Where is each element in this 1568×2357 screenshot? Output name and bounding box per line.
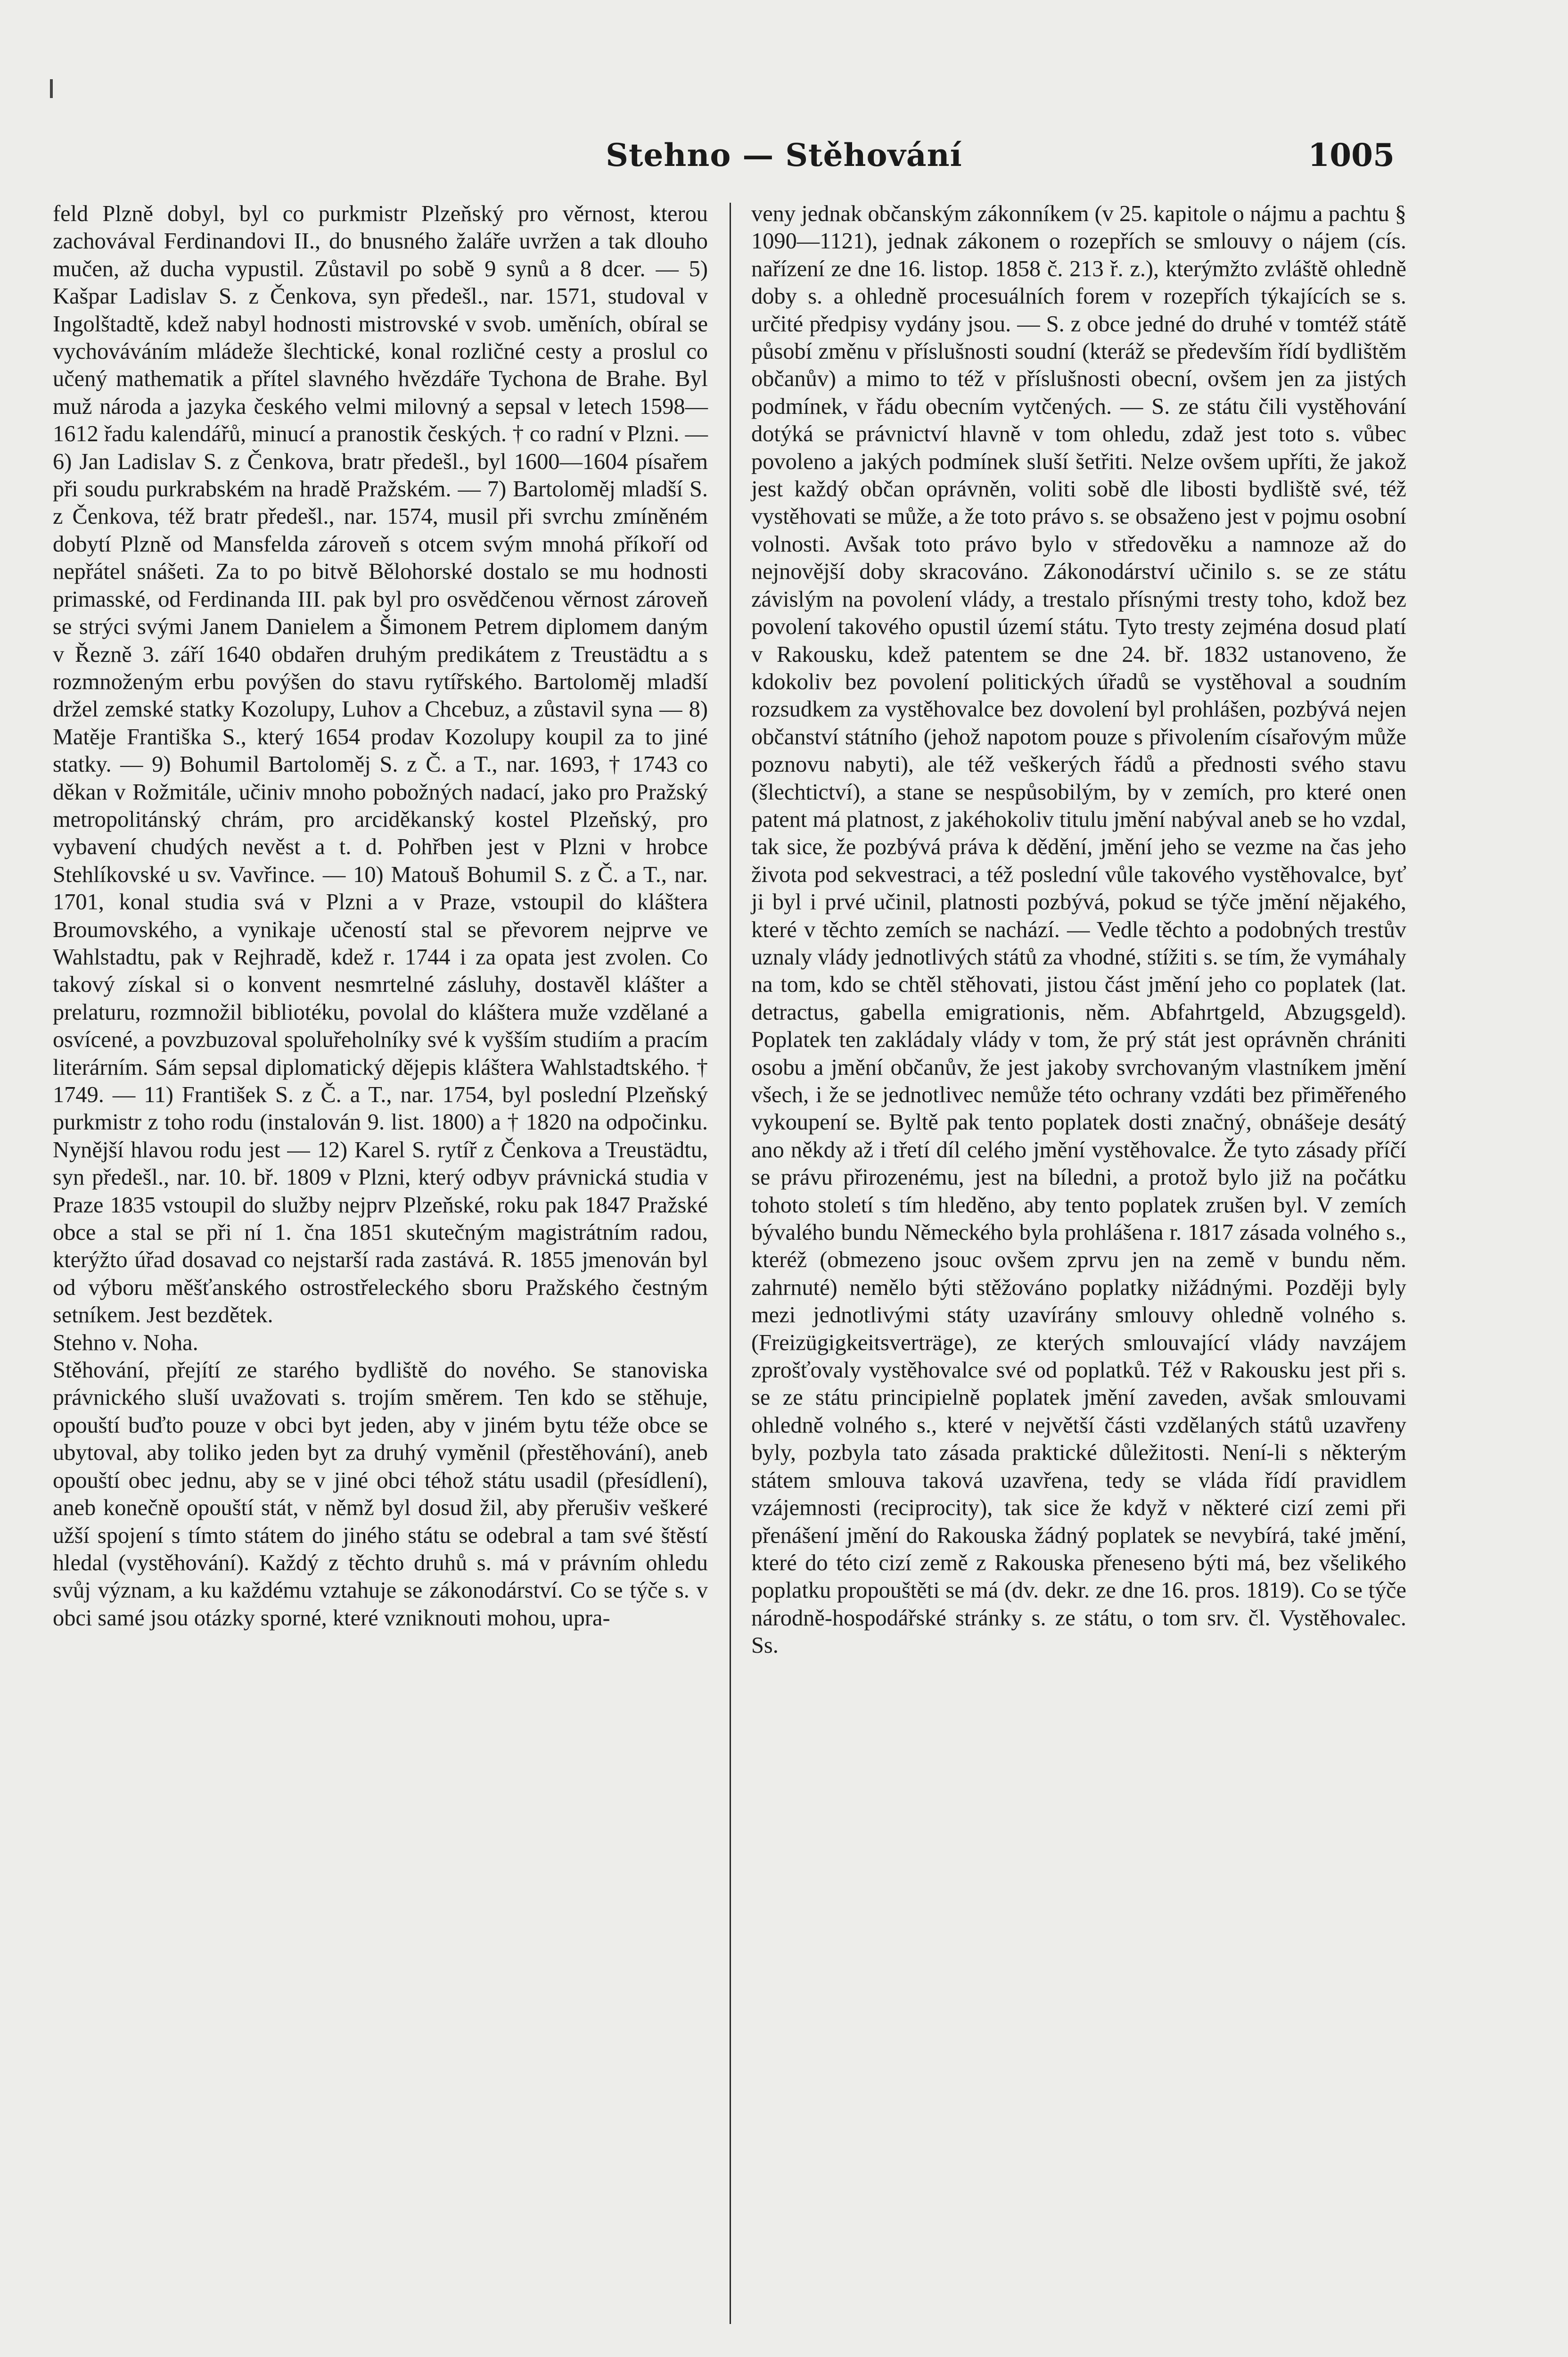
scan-mark bbox=[50, 79, 53, 98]
entry-stehno: Stehno v. Noha. bbox=[53, 1330, 198, 1355]
page-number: 1005 bbox=[1308, 137, 1395, 173]
header-title: Stehno — Stěhování bbox=[606, 137, 962, 173]
left-column bbox=[53, 200, 708, 1632]
running-header bbox=[0, 137, 1568, 179]
entry-stehovani: Stěhování, přejítí ze starého bydliště do nového. Se stanoviska právnického sluší uvažovati s. trojím směrem. Ten kdo se stěhuje, opouští buďto pouze v obci byt jeden, aby v jiném bytu téže obce se ubytoval, aby toliko jeden byt za druhý vyměnil (přestěhování), aneb opouští obec jednu, aby se v jiné obci téhož státu usadil (přesídlení), aneb konečně opouští stát, v němž byl dosud žil, aby přerušiv veškeré užší spojení s tímto státem do jiného státu se odebral a tam své štěstí hledal (vystěhování). Každý z těchto druhů s. má v právním ohledu svůj význam, a ku každému vztahuje se zákonodárství. Co se týče s. v obci samé jsou otázky sporné, které vzniknouti mohou, upra- bbox=[53, 1358, 708, 1631]
entry-stehlik-continuation: feld Plzně dobyl, byl co purkmistr Plzeňský pro věrnost, kterou zachovával Ferdinandovi II., do bnusného žaláře uvržen a tak dlouho mučen, až ducha vypustil. Zůstavil po sobě 9 synů a 8 dcer. — 5) Kašpar Ladislav S. z Čenkova, syn předešl., nar. 1571, studoval v Ingolštadtě, kdež nabyl hodnosti mistrovské v svob. uměních, obíral se vychováváním mládeže šlechtické, konal rozličné cesty a proslul co učený mathematik a přítel slavného hvězdáře Tychona de Brahe. Byl muž národa a jazyka českého velmi milovný a sepsal v letech 1598—1612 řadu kalendářů, minucí a pranostik českých. † co radní v Plzni. — 6) Jan Ladislav S. z Čenkova, bratr předešl., byl 1600—1604 písařem při soudu purkrabském na hradě Pražském. — 7) Bartoloměj mladší S. z Čenkova, též bratr předešl., nar. 1574, musil při svrchu zmíněném dobytí Plzně od Mansfelda zároveň s otcem svým mnohá příkoří od nepřátel snášeti. Za to po bitvě Bělohorské dostalo se mu hodnosti primasské, od Ferdinanda III. pak byl pro osvědčenou věrnost zároveň se strýci svými Janem Danielem a Šimonem Petrem diplomem daným v Řezně 3. září 1640 obdařen druhým predikátem z Treustädtu a s rozmnoženým erbu povýšen do stavu rytířského. Bartoloměj mladší držel zemské statky Kozolupy, Luhov a Chcebuz, a zůstavil syna — 8) Matěje Františka S., který 1654 prodav Kozolupy koupil za to jiné statky. — 9) Bohumil Bartoloměj S. z Č. a T., nar. 1693, † 1743 co děkan v Rožmitále, učiniv mnoho pobožných nadací, jako pro Pražský metropolitánský chrám, pro arciděkanský kostel Plzeňský, pro vybavení chudých nevěst a t. d. Pohřben jest v Plzni v hrobce Stehlíkovské u sv. Vavřince. — 10) Matouš Bohumil S. z Č. a T., nar. 1701, konal studia svá v Plzni a v Praze, vstoupil do kláštera Broumovského, a vynikaje učeností stal se převorem nejprve ve Wahlstadtu, pak v Rejhradě, kdež r. 1744 i za opata jest zvolen. Co takový získal si o konvent nesmrtelné zásluhy, dostavěl klášter a prelaturu, rozmnožil bibliotéku, povolal do kláštera muže vzdělané a osvícené, a povzbuzoval spoluřeholníky své k vyšším studiím a pracím literárním. Sám sepsal diplomatický dějepis kláštera Wahlstadtského. † 1749. — 11) František S. z Č. a T., nar. 1754, byl poslední Plzeňský purkmistr z toho rodu (instalován 9. list. 1800) a † 1820 na odpočinku. Nynější hlavou rodu jest — 12) Karel S. rytíř z Čenkova a Treustädtu, syn předešl., nar. 10. bř. 1809 v Plzni, který odbyv právnická studia v Praze 1835 vstoupil do služby nejprv Plzeňské, roku pak 1847 Pražské obce a stal se při ní 1. čna 1851 skutečným magistrátním radou, kterýžto úřad dosavad co nejstarší rada zastává. R. 1855 jmenován byl od výboru měšťanského ostrostřeleckého sboru Pražského čestným setníkem. Jest bezdětek. bbox=[53, 201, 708, 1328]
column-divider bbox=[730, 203, 731, 2324]
entry-stehovani-continuation: veny jednak občanským zákonníkem (v 25. kapitole o nájmu a pachtu § 1090—1121), jednak zákonem o rozepřích se smlouvy o nájem (cís. nařízení ze dne 16. listop. 1858 č. 213 ř. z.), kterýmžto zvláště ohledně doby s. a ohledně procesuálních forem v rozepřích týkajících se s. určité předpisy vydány jsou. — S. z obce jedné do druhé v tomtéž státě působí změnu v příslušnosti soudní (kteráž se především řídí bydlištěm občanův) a mimo to též v příslušnosti obecní, ovšem jen za jistých podmínek, v řádu obecním vytčených. — S. ze státu čili vystěhování dotýká se právnictví hlavně v tom ohledu, zdaž jest toto s. vůbec povoleno a jakých podmínek sluší šetřiti. Nelze ovšem upříti, že jakož jest každý občan oprávněn, voliti sobě dle libosti bydliště své, též vystěhovati se může, a že toto právo s. se obsaženo jest v pojmu osobní volnosti. Avšak toto právo bylo v středověku a namnoze až do nejnovější doby skracováno. Zákonodárství učinilo s. se ze státu závislým na povolení vlády, a trestalo přísnými tresty toho, kdož bez povolení takového opustil území státu. Tyto tresty zejména dosud platí v Rakousku, kdež patentem se dne 24. bř. 1832 ustanoveno, že kdokoliv bez povolení politických úřadů se vystěhoval a soudním rozsudkem za vystěhovalce bez dovolení byl prohlášen, pozbývá nejen občanství státního (jehož napotom pouze s přivolením císařovým může poznovu nabyti), ale též veškerých řádů a přednosti svého stavu (šlechtictví), a stane se nespůsobilým, by v zemích, pro které onen patent má platnost, z jakéhokoliv titulu jmění nabýval aneb se ho vzdal, tak sice, že pozbývá práva k dědění, jmění jeho se vezme na čas jeho života pod sekvestraci, a též poslední vůle takového vystěhovalce, byť ji byl i prvé učinil, platnosti pozbývá, pokud se týče jmění nějakého, které v těchto zemích se nachází. — Vedle těchto a podobných trestův uznaly vlády jednotlivých států za vhodné, stížiti s. se tím, že vymáhaly na tom, kdo se chtěl stěhovati, jistou část jmění jeho co poplatek (lat. detractus, gabella emigrationis, něm. Abfahrtgeld, Abzugsgeld). Poplatek ten zakládaly vlády v tom, že prý stát jest oprávněn chrániti osobu a jmění občanův, že jest jakoby svrchovaným vlastníkem jmění všech, i že se jednotlivec nemůže této ochrany vzdáti bez přiměřeného vykoupení se. Byltě pak tento poplatek dosti značný, obnášeje desátý ano někdy až i třetí díl celého jmění vystěhovalce. Že tyto zásady příčí se právu přirozenému, jest na bíledni, a protož bylo již na počátku tohoto století s tím hleděno, aby tento poplatek zrušen byl. V zemích bývalého bundu Německého byla prohlášena r. 1817 zásada volného s., kteréž (obmezeno jsouc ovšem zprvu jen na země v bundu něm. zahrnuté) nemělo býti stěžováno poplatky nižádnými. Později byly mezi jednotlivými státy uzavírány smlouvy ohledně volného s. (Freizügigkeitsverträge), ze kterých smlouvající vlády navzájem zprošťovaly vystěhovalce své od poplatků. Též v Rakousku jest při s. se ze státu principielně poplatek jmění zaveden, avšak smlouvami ohledně volného s., které v největší části vzdělaných států uzavřeny byly, pozbyla tato zásada praktické důležitosti. Není-li s některým státem smlouva taková uzavřena, tedy se vláda řídí pravidlem vzájemnosti (reciprocity), tak sice že když v některé cizí zemi při přenášení jmění do Rakouska žádný poplatek se nevybírá, také jmění, které do této cizí země z Rakouska přeneseno býti má, bez všelikého poplatku propouštěti se má (dv. dekr. ze dne 16. pros. 1819). Co se týče národně-hospodářské stránky s. ze státu, o tom srv. čl. Vystěhovalec. Ss. bbox=[751, 201, 1406, 1658]
right-column bbox=[751, 200, 1406, 1660]
